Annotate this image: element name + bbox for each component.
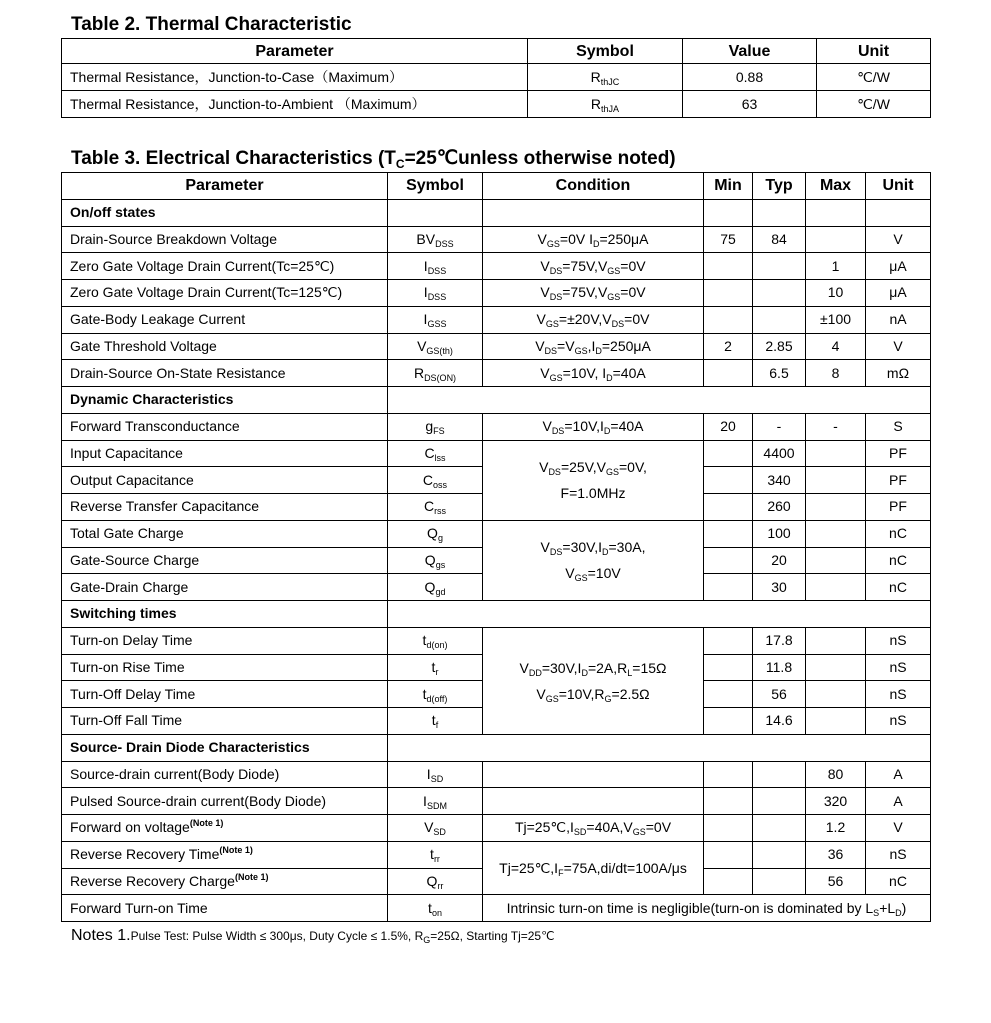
- condition-cell: $V_{GS}=10V$, $I_D=40A$: [483, 360, 704, 387]
- max-cell: 1.2: [806, 815, 866, 842]
- unit-cell: nA: [866, 306, 931, 333]
- symbol-cell: $t_{d(on)}$: [388, 627, 483, 654]
- header-min: Min: [704, 173, 753, 200]
- table-row: [62, 91, 931, 118]
- condition-cell: $Tj=25℃,I_F=75A,di/dt=100A/\mu s$: [483, 841, 704, 895]
- section-row: [62, 387, 931, 414]
- typ-cell: [753, 306, 806, 333]
- parameter-cell: Forward Turn-on Time: [62, 895, 388, 922]
- symbol-cell: $Q_{rr}$: [388, 868, 483, 895]
- table-row: [62, 64, 931, 91]
- symbol-cell: $V_{SD}$: [388, 815, 483, 842]
- min-cell: [704, 253, 753, 280]
- unit-cell: μA: [866, 280, 931, 307]
- min-cell: [704, 440, 753, 467]
- max-cell: 10: [806, 280, 866, 307]
- symbol-cell: $t_{rr}$: [388, 841, 483, 868]
- parameter-cell: Forward on voltage$^{(Note 1)}$: [62, 815, 388, 842]
- max-cell: [806, 654, 866, 681]
- max-cell: [806, 467, 866, 494]
- max-cell: [806, 681, 866, 708]
- header-value: Value: [683, 39, 817, 64]
- section-onoff: On/off states: [62, 199, 388, 226]
- section-diode: Source- Drain Diode Characteristics: [62, 734, 388, 761]
- parameter-cell: Source-drain current(Body Diode): [62, 761, 388, 788]
- symbol-cell: $t_f$: [388, 708, 483, 735]
- unit-cell: V: [866, 333, 931, 360]
- unit-cell: mΩ: [866, 360, 931, 387]
- unit-cell: nC: [866, 520, 931, 547]
- unit-cell: A: [866, 761, 931, 788]
- symbol-cell: $Q_{gs}$: [388, 547, 483, 574]
- typ-cell: [753, 280, 806, 307]
- notes-lead: Notes 1.: [71, 927, 131, 944]
- header-parameter: Parameter: [62, 173, 388, 200]
- parameter-cell: Reverse Recovery Time$^{(Note 1)}$: [62, 841, 388, 868]
- unit-cell: ℃/W: [817, 91, 931, 118]
- parameter-cell: Pulsed Source-drain current(Body Diode): [62, 788, 388, 815]
- section-row: [62, 734, 931, 761]
- unit-cell: μA: [866, 253, 931, 280]
- section-dynamic: Dynamic Characteristics: [62, 387, 388, 414]
- symbol-cell: $C_{rss}$: [388, 494, 483, 521]
- parameter-cell: Turn-Off Delay Time: [62, 681, 388, 708]
- section-row: [62, 199, 931, 226]
- table-row: [62, 253, 931, 280]
- table-row: [62, 440, 931, 467]
- max-cell: 1: [806, 253, 866, 280]
- min-cell: [704, 547, 753, 574]
- parameter-cell: Total Gate Charge: [62, 520, 388, 547]
- min-cell: [704, 306, 753, 333]
- header-parameter: Parameter: [62, 39, 528, 64]
- typ-cell: [753, 761, 806, 788]
- min-cell: [704, 708, 753, 735]
- min-cell: [704, 815, 753, 842]
- table-row: [62, 815, 931, 842]
- typ-cell: 340: [753, 467, 806, 494]
- min-cell: [704, 574, 753, 601]
- parameter-cell: Gate-Source Charge: [62, 547, 388, 574]
- max-cell: [806, 627, 866, 654]
- section-switching: Switching times: [62, 601, 388, 628]
- table-row: [62, 226, 931, 253]
- max-cell: -: [806, 413, 866, 440]
- table-row: [62, 413, 931, 440]
- max-cell: 36: [806, 841, 866, 868]
- symbol-cell: $I_{SD}$: [388, 761, 483, 788]
- unit-cell: V: [866, 815, 931, 842]
- condition-cell: Intrinsic turn-on time is negligible(turn-on is dominated by $L_S+L_D$): [483, 895, 931, 922]
- symbol-cell: $t_r$: [388, 654, 483, 681]
- symbol-cell: $Q_g$: [388, 520, 483, 547]
- table-row: [62, 761, 931, 788]
- thermal-characteristic-table: [61, 38, 931, 118]
- max-cell: 4: [806, 333, 866, 360]
- value-cell: 63: [683, 91, 817, 118]
- unit-cell: PF: [866, 440, 931, 467]
- section-row: [62, 601, 931, 628]
- typ-cell: 4400: [753, 440, 806, 467]
- parameter-cell: Reverse Transfer Capacitance: [62, 494, 388, 521]
- parameter-cell: Thermal Resistance，Junction-to-Ambient （Maximum）: [62, 91, 528, 118]
- condition-cell: $V_{DS}=10V,I_D=40A$: [483, 413, 704, 440]
- typ-cell: [753, 868, 806, 895]
- table-row: [62, 788, 931, 815]
- typ-cell: 84: [753, 226, 806, 253]
- max-cell: [806, 440, 866, 467]
- max-cell: 320: [806, 788, 866, 815]
- symbol-cell: $R_{DS(ON)}$: [388, 360, 483, 387]
- min-cell: [704, 841, 753, 868]
- unit-cell: A: [866, 788, 931, 815]
- max-cell: [806, 547, 866, 574]
- table-row: [62, 360, 931, 387]
- header-symbol: Symbol: [528, 39, 683, 64]
- table-row: [62, 280, 931, 307]
- unit-cell: nS: [866, 708, 931, 735]
- typ-cell: [753, 253, 806, 280]
- max-cell: ±100: [806, 306, 866, 333]
- parameter-cell: Turn-on Delay Time: [62, 627, 388, 654]
- table-row: [62, 520, 931, 547]
- symbol-cell: $C_{lss}$: [388, 440, 483, 467]
- condition-cell: $V_{GS}=\pm 20V,V_{DS}=0V$: [483, 306, 704, 333]
- header-max: Max: [806, 173, 866, 200]
- unit-cell: nS: [866, 841, 931, 868]
- parameter-cell: Zero Gate Voltage Drain Current(Tc=125℃): [62, 280, 388, 307]
- table-row: [62, 841, 931, 868]
- condition-cell: $V_{DS}=75V,V_{GS}=0V$: [483, 253, 704, 280]
- unit-cell: nS: [866, 627, 931, 654]
- parameter-cell: Drain-Source Breakdown Voltage: [62, 226, 388, 253]
- typ-cell: 17.8: [753, 627, 806, 654]
- symbol-cell: $BV_{DSS}$: [388, 226, 483, 253]
- value-cell: 0.88: [683, 64, 817, 91]
- parameter-cell: Gate-Body Leakage Current: [62, 306, 388, 333]
- symbol-cell: $C_{oss}$: [388, 467, 483, 494]
- min-cell: [704, 788, 753, 815]
- symbol-cell: $V_{GS(th)}$: [388, 333, 483, 360]
- notes: [71, 927, 555, 945]
- unit-cell: nS: [866, 654, 931, 681]
- notes-text: Pulse Test: Pulse Width ≤ 300μs, Duty Cycle ≤ 1.5%, $R_G=25\Omega$, Starting Tj=25℃: [130, 929, 555, 945]
- condition-cell: $V_{DD}=30V,I_D=2A,R_L=15\Omega$ $V_{GS}=10V,R_G=2.5\Omega$: [483, 627, 704, 734]
- parameter-cell: Gate Threshold Voltage: [62, 333, 388, 360]
- unit-cell: nS: [866, 681, 931, 708]
- condition-cell: $V_{DS}=25V,V_{GS}=0V$, F=1.0MHz: [483, 440, 704, 520]
- unit-cell: nC: [866, 547, 931, 574]
- min-cell: [704, 654, 753, 681]
- condition-cell: $V_{GS}=0V$ $I_D=250\mu A$: [483, 226, 704, 253]
- unit-cell: V: [866, 226, 931, 253]
- unit-cell: ℃/W: [817, 64, 931, 91]
- max-cell: [806, 708, 866, 735]
- min-cell: 2: [704, 333, 753, 360]
- min-cell: [704, 360, 753, 387]
- parameter-cell: Drain-Source On-State Resistance: [62, 360, 388, 387]
- typ-cell: 2.85: [753, 333, 806, 360]
- symbol-cell: $t_{d(off)}$: [388, 681, 483, 708]
- symbol-cell: $Q_{gd}$: [388, 574, 483, 601]
- min-cell: [704, 520, 753, 547]
- min-cell: [704, 761, 753, 788]
- table-header-row: [62, 173, 931, 200]
- min-cell: [704, 280, 753, 307]
- symbol-cell: $R_{thJA}$: [528, 91, 683, 118]
- min-cell: [704, 627, 753, 654]
- min-cell: [704, 868, 753, 895]
- header-unit: Unit: [866, 173, 931, 200]
- condition-cell: [483, 761, 704, 788]
- max-cell: [806, 226, 866, 253]
- condition-cell: $Tj=25℃,I_{SD}=40A,V_{GS}=0V$: [483, 815, 704, 842]
- min-cell: [704, 467, 753, 494]
- electrical-characteristics-table: [61, 172, 931, 922]
- symbol-cell: $I_{GSS}$: [388, 306, 483, 333]
- max-cell: [806, 520, 866, 547]
- parameter-cell: Turn-Off Fall Time: [62, 708, 388, 735]
- parameter-cell: Reverse Recovery Charge$^{(Note 1)}$: [62, 868, 388, 895]
- typ-cell: 11.8: [753, 654, 806, 681]
- symbol-cell: $g_{FS}$: [388, 413, 483, 440]
- parameter-cell: Turn-on Rise Time: [62, 654, 388, 681]
- typ-cell: 20: [753, 547, 806, 574]
- symbol-cell: $t_{on}$: [388, 895, 483, 922]
- typ-cell: [753, 815, 806, 842]
- condition-cell: $V_{DS}=75V,V_{GS}=0V$: [483, 280, 704, 307]
- parameter-cell: Zero Gate Voltage Drain Current(Tc=25℃): [62, 253, 388, 280]
- header-symbol: Symbol: [388, 173, 483, 200]
- parameter-cell: Forward Transconductance: [62, 413, 388, 440]
- min-cell: [704, 494, 753, 521]
- parameter-cell: Output Capacitance: [62, 467, 388, 494]
- max-cell: 80: [806, 761, 866, 788]
- unit-cell: PF: [866, 467, 931, 494]
- max-cell: [806, 574, 866, 601]
- table3-title: Table 3. Electrical Characteristics ($T_C=25℃unless$ otherwise noted): [71, 148, 676, 171]
- header-unit: Unit: [817, 39, 931, 64]
- parameter-cell: Gate-Drain Charge: [62, 574, 388, 601]
- typ-cell: 100: [753, 520, 806, 547]
- table-row: [62, 627, 931, 654]
- typ-cell: -: [753, 413, 806, 440]
- table-row: [62, 306, 931, 333]
- parameter-cell: Input Capacitance: [62, 440, 388, 467]
- symbol-cell: $I_{SDM}$: [388, 788, 483, 815]
- min-cell: [704, 681, 753, 708]
- unit-cell: nC: [866, 868, 931, 895]
- typ-cell: 30: [753, 574, 806, 601]
- unit-cell: S: [866, 413, 931, 440]
- table-header-row: [62, 39, 931, 64]
- table-row: [62, 895, 931, 922]
- table-row: [62, 333, 931, 360]
- table2-title: Table 2. Thermal Characteristic: [71, 14, 352, 35]
- max-cell: 56: [806, 868, 866, 895]
- typ-cell: [753, 841, 806, 868]
- max-cell: 8: [806, 360, 866, 387]
- typ-cell: 6.5: [753, 360, 806, 387]
- condition-cell: [483, 788, 704, 815]
- min-cell: 20: [704, 413, 753, 440]
- unit-cell: nC: [866, 574, 931, 601]
- typ-cell: 260: [753, 494, 806, 521]
- typ-cell: 56: [753, 681, 806, 708]
- min-cell: 75: [704, 226, 753, 253]
- max-cell: [806, 494, 866, 521]
- header-typ: Typ: [753, 173, 806, 200]
- unit-cell: PF: [866, 494, 931, 521]
- symbol-cell: $I_{DSS}$: [388, 280, 483, 307]
- header-condition: Condition: [483, 173, 704, 200]
- condition-cell: $V_{DS}=30V,I_D=30A$, $V_{GS}=10V$: [483, 520, 704, 600]
- condition-cell: $V_{DS}=V_{GS},I_D=250\mu A$: [483, 333, 704, 360]
- symbol-cell: $I_{DSS}$: [388, 253, 483, 280]
- parameter-cell: Thermal Resistance，Junction-to-Case（Maximum）: [62, 64, 528, 91]
- symbol-cell: $R_{thJC}$: [528, 64, 683, 91]
- typ-cell: [753, 788, 806, 815]
- typ-cell: 14.6: [753, 708, 806, 735]
